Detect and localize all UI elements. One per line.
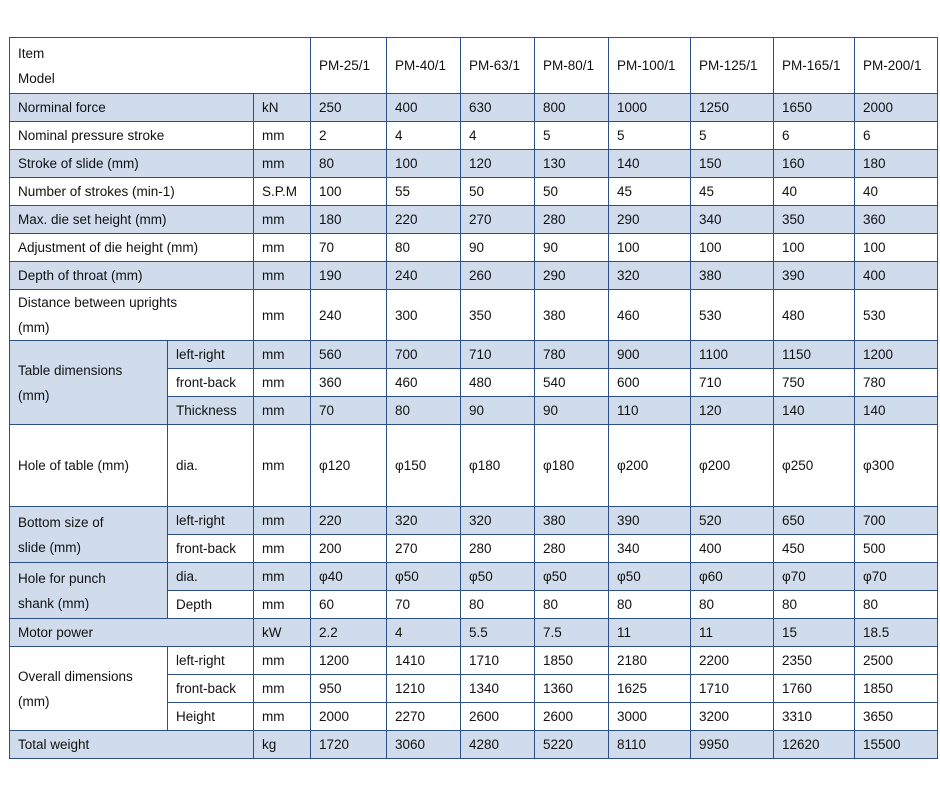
- table-row: [10, 38, 938, 94]
- table-row: [10, 178, 938, 206]
- value-cell: 200: [311, 535, 387, 563]
- punch_shank-label-line-2: shank (mm): [18, 595, 90, 611]
- row-label: Stroke of slide (mm): [10, 150, 254, 178]
- value-cell: 700: [387, 341, 461, 369]
- value-cell: φ50: [387, 563, 461, 591]
- model-header: PM-63/1: [461, 38, 535, 94]
- value-cell: 1340: [461, 675, 535, 703]
- value-cell: 360: [311, 369, 387, 397]
- value-cell: 3060: [387, 731, 461, 759]
- sub-label: Thickness: [168, 397, 254, 425]
- value-cell: 150: [691, 150, 774, 178]
- item-model-header: [10, 38, 311, 94]
- value-cell: 400: [387, 94, 461, 122]
- value-cell: 700: [855, 507, 938, 535]
- value-cell: 380: [691, 262, 774, 290]
- value-cell: 5: [691, 122, 774, 150]
- value-cell: 160: [774, 150, 855, 178]
- value-cell: 80: [387, 397, 461, 425]
- value-cell: 3200: [691, 703, 774, 731]
- spec-table: [9, 37, 938, 759]
- table-row: [10, 290, 938, 341]
- row-label: Adjustment of die height (mm): [10, 234, 254, 262]
- value-cell: 40: [774, 178, 855, 206]
- punch_shank-label: [10, 563, 168, 619]
- value-cell: 1210: [387, 675, 461, 703]
- value-cell: 750: [774, 369, 855, 397]
- value-cell: 290: [535, 262, 609, 290]
- value-cell: 280: [461, 535, 535, 563]
- value-cell: 100: [855, 234, 938, 262]
- unit-cell: mm: [254, 234, 311, 262]
- value-cell: φ40: [311, 563, 387, 591]
- value-cell: 4: [461, 122, 535, 150]
- sub-label: left-right: [168, 647, 254, 675]
- sub-label: front-back: [168, 369, 254, 397]
- value-cell: 4: [387, 122, 461, 150]
- unit-cell: mm: [254, 425, 311, 507]
- value-cell: 90: [461, 397, 535, 425]
- value-cell: 80: [461, 591, 535, 619]
- unit-cell: mm: [254, 122, 311, 150]
- value-cell: φ200: [609, 425, 691, 507]
- value-cell: 18.5: [855, 619, 938, 647]
- value-cell: 6: [855, 122, 938, 150]
- model-header: PM-25/1: [311, 38, 387, 94]
- value-cell: 50: [461, 178, 535, 206]
- unit-cell: mm: [254, 341, 311, 369]
- table_dims-label-line-1: Table dimensions: [18, 362, 123, 378]
- value-cell: 80: [387, 234, 461, 262]
- value-cell: 100: [691, 234, 774, 262]
- bottom_slide-label-line-2: slide (mm): [18, 539, 81, 555]
- value-cell: 630: [461, 94, 535, 122]
- value-cell: 45: [691, 178, 774, 206]
- value-cell: φ70: [855, 563, 938, 591]
- value-cell: 1760: [774, 675, 855, 703]
- row-label: Nominal pressure stroke: [10, 122, 254, 150]
- value-cell: 180: [311, 206, 387, 234]
- value-cell: 2270: [387, 703, 461, 731]
- value-cell: 280: [535, 535, 609, 563]
- item-model-header-line-1: Item: [18, 45, 45, 61]
- value-cell: 5: [535, 122, 609, 150]
- value-cell: 400: [691, 535, 774, 563]
- value-cell: 1000: [609, 94, 691, 122]
- value-cell: 220: [387, 206, 461, 234]
- value-cell: 950: [311, 675, 387, 703]
- value-cell: 220: [311, 507, 387, 535]
- value-cell: 270: [461, 206, 535, 234]
- value-cell: 110: [609, 397, 691, 425]
- table-row: [10, 234, 938, 262]
- overall-label-line-1: Overall dimensions: [18, 668, 133, 684]
- value-cell: 1200: [311, 647, 387, 675]
- sub-label: left-right: [168, 507, 254, 535]
- value-cell: 100: [609, 234, 691, 262]
- value-cell: 80: [535, 591, 609, 619]
- value-cell: 480: [774, 290, 855, 341]
- value-cell: 80: [691, 591, 774, 619]
- value-cell: 1150: [774, 341, 855, 369]
- punch_shank-label-line-1: Hole for punch: [18, 570, 106, 586]
- value-cell: 290: [609, 206, 691, 234]
- value-cell: φ180: [535, 425, 609, 507]
- row-label: Total weight: [10, 731, 254, 759]
- value-cell: 900: [609, 341, 691, 369]
- value-cell: 180: [855, 150, 938, 178]
- value-cell: 3650: [855, 703, 938, 731]
- item-model-header-line-2: Model: [18, 70, 55, 86]
- value-cell: 2000: [311, 703, 387, 731]
- unit-cell: mm: [254, 369, 311, 397]
- value-cell: 140: [609, 150, 691, 178]
- sub-label: dia.: [168, 563, 254, 591]
- value-cell: 350: [774, 206, 855, 234]
- value-cell: 2600: [535, 703, 609, 731]
- row-label: Norminal force: [10, 94, 254, 122]
- value-cell: 140: [855, 397, 938, 425]
- row-label: Max. die set height (mm): [10, 206, 254, 234]
- table-row: [10, 731, 938, 759]
- value-cell: 460: [609, 290, 691, 341]
- unit-cell: mm: [254, 647, 311, 675]
- value-cell: 1850: [855, 675, 938, 703]
- table_dims-label-line-2: (mm): [18, 387, 50, 403]
- value-cell: 120: [691, 397, 774, 425]
- value-cell: φ300: [855, 425, 938, 507]
- value-cell: 350: [461, 290, 535, 341]
- value-cell: 320: [609, 262, 691, 290]
- value-cell: 2600: [461, 703, 535, 731]
- unit-cell: kW: [254, 619, 311, 647]
- value-cell: φ50: [609, 563, 691, 591]
- value-cell: 4280: [461, 731, 535, 759]
- value-cell: 90: [535, 234, 609, 262]
- model-header: PM-80/1: [535, 38, 609, 94]
- value-cell: 1200: [855, 341, 938, 369]
- value-cell: 2.2: [311, 619, 387, 647]
- value-cell: 60: [311, 591, 387, 619]
- value-cell: 4: [387, 619, 461, 647]
- value-cell: 520: [691, 507, 774, 535]
- value-cell: φ250: [774, 425, 855, 507]
- overall-label: [10, 647, 168, 731]
- value-cell: 1625: [609, 675, 691, 703]
- value-cell: 390: [774, 262, 855, 290]
- value-cell: 500: [855, 535, 938, 563]
- value-cell: 340: [691, 206, 774, 234]
- value-cell: 360: [855, 206, 938, 234]
- value-cell: 800: [535, 94, 609, 122]
- unit-cell: mm: [254, 675, 311, 703]
- row-label: Number of strokes (min-1): [10, 178, 254, 206]
- table-row: [10, 619, 938, 647]
- unit-cell: kg: [254, 731, 311, 759]
- value-cell: 130: [535, 150, 609, 178]
- sub-label: Depth: [168, 591, 254, 619]
- value-cell: 400: [855, 262, 938, 290]
- value-cell: 100: [387, 150, 461, 178]
- table-row: [10, 507, 938, 535]
- value-cell: 780: [535, 341, 609, 369]
- table-row: [10, 262, 938, 290]
- unit-cell: mm: [254, 206, 311, 234]
- value-cell: 240: [387, 262, 461, 290]
- value-cell: 2180: [609, 647, 691, 675]
- overall-label-line-2: (mm): [18, 693, 50, 709]
- sub-label: front-back: [168, 675, 254, 703]
- value-cell: φ200: [691, 425, 774, 507]
- bottom_slide-label-line-1: Bottom size of: [18, 514, 104, 530]
- value-cell: 380: [535, 290, 609, 341]
- value-cell: 1850: [535, 647, 609, 675]
- unit-cell: mm: [254, 591, 311, 619]
- value-cell: φ180: [461, 425, 535, 507]
- value-cell: 190: [311, 262, 387, 290]
- table-row: [10, 563, 938, 591]
- sub-label: dia.: [168, 425, 254, 507]
- row-label-line-1: Distance between uprights: [18, 295, 178, 310]
- unit-cell: S.P.M: [254, 178, 311, 206]
- value-cell: 460: [387, 369, 461, 397]
- value-cell: 2000: [855, 94, 938, 122]
- value-cell: 560: [311, 341, 387, 369]
- table-row: [10, 647, 938, 675]
- table-row: [10, 206, 938, 234]
- value-cell: 380: [535, 507, 609, 535]
- value-cell: 1710: [691, 675, 774, 703]
- value-cell: φ50: [535, 563, 609, 591]
- table_dims-label: [10, 341, 168, 425]
- value-cell: φ70: [774, 563, 855, 591]
- value-cell: 140: [774, 397, 855, 425]
- value-cell: 320: [461, 507, 535, 535]
- value-cell: 40: [855, 178, 938, 206]
- value-cell: 80: [855, 591, 938, 619]
- table-row: [10, 341, 938, 369]
- value-cell: 7.5: [535, 619, 609, 647]
- table-row: [10, 94, 938, 122]
- unit-cell: mm: [254, 397, 311, 425]
- value-cell: 2200: [691, 647, 774, 675]
- value-cell: 320: [387, 507, 461, 535]
- value-cell: 540: [535, 369, 609, 397]
- value-cell: 80: [774, 591, 855, 619]
- value-cell: 710: [691, 369, 774, 397]
- value-cell: 8110: [609, 731, 691, 759]
- value-cell: 15500: [855, 731, 938, 759]
- value-cell: 2500: [855, 647, 938, 675]
- bottom_slide-label: [10, 507, 168, 563]
- value-cell: φ50: [461, 563, 535, 591]
- model-header: PM-40/1: [387, 38, 461, 94]
- unit-cell: kN: [254, 94, 311, 122]
- value-cell: 55: [387, 178, 461, 206]
- value-cell: 1720: [311, 731, 387, 759]
- value-cell: 11: [609, 619, 691, 647]
- value-cell: 70: [311, 234, 387, 262]
- unit-cell: mm: [254, 703, 311, 731]
- value-cell: 3000: [609, 703, 691, 731]
- value-cell: 5: [609, 122, 691, 150]
- unit-cell: mm: [254, 535, 311, 563]
- value-cell: 70: [387, 591, 461, 619]
- value-cell: 5220: [535, 731, 609, 759]
- sub-label: front-back: [168, 535, 254, 563]
- value-cell: 450: [774, 535, 855, 563]
- unit-cell: mm: [254, 150, 311, 178]
- value-cell: 390: [609, 507, 691, 535]
- value-cell: 11: [691, 619, 774, 647]
- value-cell: φ120: [311, 425, 387, 507]
- value-cell: 240: [311, 290, 387, 341]
- unit-cell: mm: [254, 290, 311, 341]
- model-header: PM-200/1: [855, 38, 938, 94]
- model-header: PM-100/1: [609, 38, 691, 94]
- value-cell: 100: [311, 178, 387, 206]
- table-row: [10, 150, 938, 178]
- sub-label: left-right: [168, 341, 254, 369]
- value-cell: 12620: [774, 731, 855, 759]
- value-cell: 280: [535, 206, 609, 234]
- value-cell: 3310: [774, 703, 855, 731]
- value-cell: 120: [461, 150, 535, 178]
- value-cell: 270: [387, 535, 461, 563]
- value-cell: 100: [774, 234, 855, 262]
- value-cell: 300: [387, 290, 461, 341]
- row-label: [10, 290, 254, 341]
- unit-cell: mm: [254, 563, 311, 591]
- value-cell: 80: [311, 150, 387, 178]
- value-cell: 530: [691, 290, 774, 341]
- value-cell: 90: [535, 397, 609, 425]
- model-header: PM-125/1: [691, 38, 774, 94]
- value-cell: 45: [609, 178, 691, 206]
- value-cell: 1710: [461, 647, 535, 675]
- unit-cell: mm: [254, 262, 311, 290]
- value-cell: 480: [461, 369, 535, 397]
- unit-cell: mm: [254, 507, 311, 535]
- value-cell: 1650: [774, 94, 855, 122]
- value-cell: 780: [855, 369, 938, 397]
- sub-label: Height: [168, 703, 254, 731]
- value-cell: 80: [609, 591, 691, 619]
- value-cell: 1410: [387, 647, 461, 675]
- table-row: [10, 122, 938, 150]
- model-header: PM-165/1: [774, 38, 855, 94]
- value-cell: 2350: [774, 647, 855, 675]
- row-label-line-2: (mm): [18, 320, 50, 335]
- row-label: Motor power: [10, 619, 254, 647]
- value-cell: 1360: [535, 675, 609, 703]
- value-cell: 600: [609, 369, 691, 397]
- row-label: Hole of table (mm): [10, 425, 168, 507]
- value-cell: 650: [774, 507, 855, 535]
- value-cell: 70: [311, 397, 387, 425]
- table-row: [10, 425, 938, 507]
- value-cell: 250: [311, 94, 387, 122]
- value-cell: φ150: [387, 425, 461, 507]
- value-cell: 1100: [691, 341, 774, 369]
- value-cell: 5.5: [461, 619, 535, 647]
- value-cell: 1250: [691, 94, 774, 122]
- value-cell: 90: [461, 234, 535, 262]
- value-cell: 15: [774, 619, 855, 647]
- value-cell: 50: [535, 178, 609, 206]
- row-label: Depth of throat (mm): [10, 262, 254, 290]
- value-cell: 340: [609, 535, 691, 563]
- value-cell: 2: [311, 122, 387, 150]
- value-cell: 9950: [691, 731, 774, 759]
- value-cell: φ60: [691, 563, 774, 591]
- value-cell: 530: [855, 290, 938, 341]
- value-cell: 260: [461, 262, 535, 290]
- value-cell: 710: [461, 341, 535, 369]
- value-cell: 6: [774, 122, 855, 150]
